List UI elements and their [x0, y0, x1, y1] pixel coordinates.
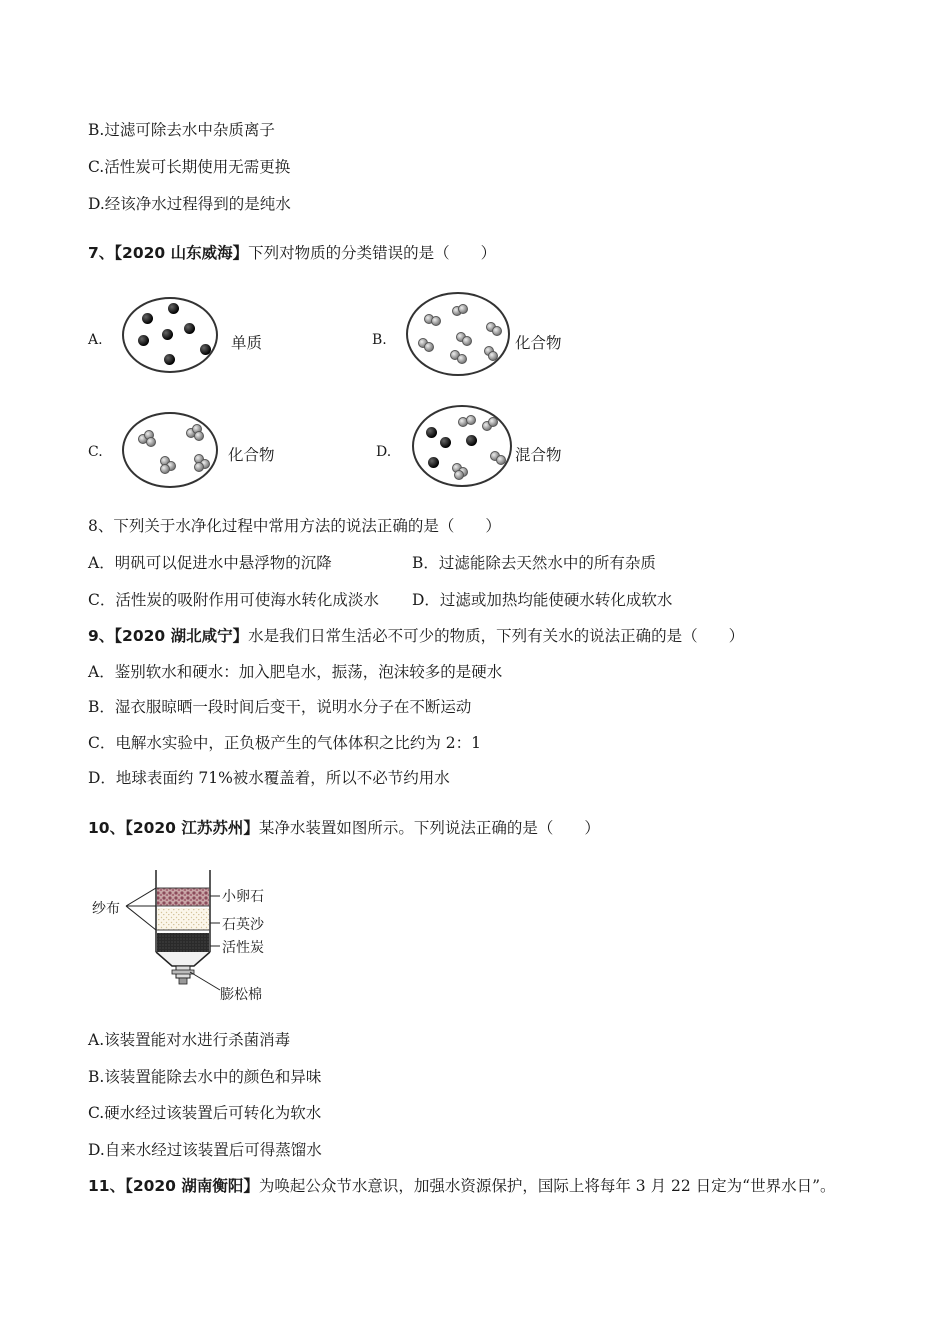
- q11-stem: [88, 1176, 836, 1196]
- q10-option-c: C.硬水经过该装置后可转化为软水: [88, 1104, 322, 1122]
- q7-option-d-letter: D.: [376, 444, 392, 460]
- gauze-label: 纱布: [92, 901, 120, 917]
- q9-stem: [88, 626, 744, 646]
- black-atom: [428, 457, 439, 468]
- q6-option-b: B.过滤可除去水中杂质离子: [88, 121, 275, 139]
- black-atom: [184, 323, 195, 334]
- q7-number: 7、: [88, 244, 115, 262]
- q7-option-c-letter: C.: [88, 444, 103, 460]
- q9-number: 9、: [88, 627, 115, 645]
- q9-option-b: B．湿衣服晾晒一段时间后变干，说明水分子在不断运动: [88, 698, 472, 716]
- black-atom: [440, 437, 451, 448]
- q8-option-b: B．过滤能除去天然水中的所有杂质: [412, 554, 656, 572]
- gray-atom: [194, 462, 204, 472]
- gray-atom: [194, 431, 204, 441]
- q10-source-tag: 【2020 江苏苏州】: [125, 819, 259, 837]
- q10-option-b: B.该装置能除去水中的颜色和异味: [88, 1068, 322, 1086]
- q7-option-b-letter: B.: [372, 332, 387, 348]
- q11-source-tag: 【2020 湖南衡阳】: [125, 1177, 259, 1195]
- black-atom: [162, 329, 173, 340]
- activated-carbon-label: 活性炭: [222, 940, 264, 956]
- q10-number: 10、: [88, 819, 126, 837]
- gray-atom: [462, 336, 472, 346]
- q7-option-c-label: 化合物: [228, 446, 275, 464]
- q7-option-b-diagram: [406, 292, 510, 376]
- black-atom: [142, 313, 153, 324]
- q7-option-a-letter: A.: [88, 332, 103, 348]
- gray-atom: [488, 417, 498, 427]
- q9-option-a: A．鉴别软水和硬水：加入肥皂水，振荡，泡沫较多的是硬水: [88, 663, 503, 681]
- q8-stem: 8、下列关于水净化过程中常用方法的说法正确的是（ ）: [88, 517, 501, 535]
- gray-atom: [458, 304, 468, 314]
- q6-option-d: D.经该净水过程得到的是纯水: [88, 195, 291, 213]
- q6-option-c: C.活性炭可长期使用无需更换: [88, 158, 291, 176]
- q8-option-a: A．明矾可以促进水中悬浮物的沉降: [88, 554, 332, 572]
- black-atom: [466, 435, 477, 446]
- q10-option-d: D.自来水经过该装置后可得蒸馏水: [88, 1141, 322, 1159]
- q7-source-tag: 【2020 山东威海】: [114, 244, 249, 262]
- gray-atom: [454, 470, 464, 480]
- q7-option-a-diagram: [122, 297, 218, 373]
- q7-option-c-diagram: [122, 412, 218, 488]
- q10-stem: [88, 818, 600, 838]
- water-purifier-figure: [90, 866, 290, 1006]
- gray-atom: [431, 316, 441, 326]
- q11-number: 11、: [88, 1177, 126, 1195]
- q7-question: 下列对物质的分类错误的是（ ）: [248, 244, 497, 262]
- q8-option-c: C．活性炭的吸附作用可使海水转化成淡水: [88, 591, 379, 609]
- q7-option-d-diagram: [412, 405, 512, 487]
- gray-atom: [496, 455, 506, 465]
- q8-option-d: D．过滤或加热均能使硬水转化成软水: [412, 591, 673, 609]
- q7-option-b-label: 化合物: [515, 334, 562, 352]
- black-atom: [138, 335, 149, 346]
- q11-question: 为唤起公众节水意识，加强水资源保护，国际上将每年 3 月 22 日定为“世界水日”。: [258, 1177, 836, 1195]
- black-atom: [200, 344, 211, 355]
- q7-stem: [88, 243, 496, 263]
- cotton-label: 膨松棉: [220, 987, 262, 1003]
- gray-atom: [492, 326, 502, 336]
- q9-source-tag: 【2020 湖北咸宁】: [114, 627, 249, 645]
- q9-question: 水是我们日常生活必不可少的物质，下列有关水的说法正确的是（ ）: [248, 627, 745, 645]
- quartz-sand-label: 石英沙: [222, 917, 264, 933]
- black-atom: [164, 354, 175, 365]
- gray-atom: [466, 415, 476, 425]
- gray-atom: [488, 351, 498, 361]
- q7-option-d-label: 混合物: [515, 446, 562, 464]
- black-atom: [168, 303, 179, 314]
- pebble-label: 小卵石: [222, 889, 264, 905]
- gray-atom: [160, 464, 170, 474]
- gray-atom: [457, 354, 467, 364]
- q9-option-d: D．地球表面约 71%被水覆盖着，所以不必节约用水: [88, 769, 450, 787]
- gray-atom: [424, 342, 434, 352]
- q10-question: 某净水装置如图所示。下列说法正确的是（ ）: [258, 819, 600, 837]
- q7-option-a-label: 单质: [231, 334, 263, 352]
- black-atom: [426, 427, 437, 438]
- gray-atom: [146, 437, 156, 447]
- q10-option-a: A.该装置能对水进行杀菌消毒: [88, 1031, 291, 1049]
- q9-option-c: C．电解水实验中，正负极产生的气体体积之比约为 2：1: [88, 734, 482, 752]
